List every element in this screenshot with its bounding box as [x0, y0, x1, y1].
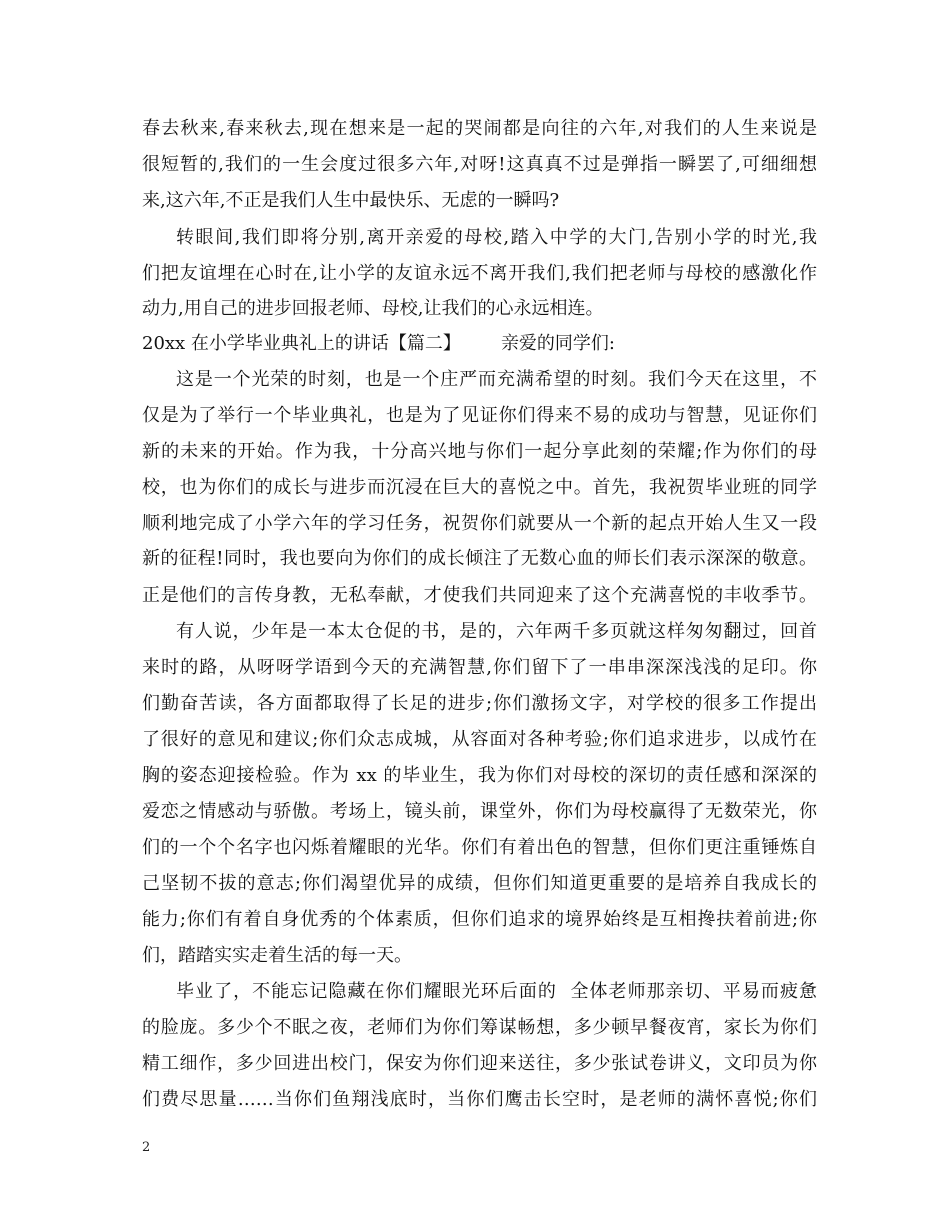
text-line: 们，踏踏实实走着生活的每一天。 [142, 945, 412, 966]
text-line: 来时的路，从呀呀学语到今天的充满智慧,你们留下了一串串深深浅浅的足印。你 [142, 657, 817, 678]
text-line: 转眼间,我们即将分别,离开亲爱的母校,踏入中学的大门,告别小学的时光,我 [176, 227, 817, 248]
text-line: 了很好的意见和建议;你们众志成城，从容面对各种考验;你们追求进步，以成竹在 [142, 729, 817, 750]
text-line: 顺利地完成了小学六年的学习任务，祝贺你们就要从一个新的起点开始人生又一段 [142, 513, 817, 534]
text-line: 爱恋之情感动与骄傲。考场上，镜头前，课堂外，你们为母校赢得了无数荣光，你 [142, 801, 817, 822]
text-line: 精工细作，多少回进出校门，保安为你们迎来送往，多少张试卷讲义，文印员为你 [142, 1053, 817, 1074]
text-line: 们勤奋苦读，各方面都取得了长足的进步;你们激扬文字，对学校的很多工作提出 [142, 693, 817, 714]
text-line: 正是他们的言传身教，无私奉献，才使我们共同迎来了这个充满喜悦的丰收季节。 [142, 585, 817, 606]
text-line: 们的一个个名字也闪烁着耀眼的光华。你们有着出色的智慧，但你们更注重锤炼自 [142, 837, 817, 858]
text-line: 春去秋来,春来秋去,现在想来是一起的哭闹都是向往的六年,对我们的人生来说是 [142, 118, 817, 139]
text-line: 毕业了，不能忘记隐藏在你们耀眼光环后面的 全体老师那亲切、平易而疲惫 [176, 981, 817, 1002]
text-line: 校，也为你们的成长与进步而沉浸在巨大的喜悦之中。首先，我祝贺毕业班的同学 [142, 477, 817, 498]
text-line: 能力;你们有着自身优秀的个体素质，但你们追求的境界始终是互相搀扶着前进;你 [142, 909, 817, 930]
text-line: 这是一个光荣的时刻，也是一个庄严而充满希望的时刻。我们今天在这里，不 [176, 369, 817, 390]
text-line: 动力,用自己的进步回报老师、母校,让我们的心永远相连。 [142, 298, 604, 319]
text-line: 很短暂的,我们的一生会度过很多六年,对呀!这真真不过是弹指一瞬罢了,可细细想 [142, 154, 817, 175]
text-line: 仅是为了举行一个毕业典礼，也是为了见证你们得来不易的成功与智慧，见证你们 [142, 405, 817, 426]
text-line: 的脸庞。多少个不眠之夜，老师们为你们筹谋畅想，多少顿早餐夜宵，家长为你们 [142, 1017, 817, 1038]
text-line: 新的征程!同时，我也要向为你们的成长倾注了无数心血的师长们表示深深的敬意。 [142, 548, 817, 569]
text-line: 胸的姿态迎接检验。作为 xx 的毕业生，我为你们对母校的深切的责任感和深深的 [142, 765, 817, 786]
text-line: 己坚韧不拔的意志;你们渴望优异的成绩，但你们知道更重要的是培养自我成长的 [142, 873, 817, 894]
section-heading [142, 335, 817, 353]
text-line: 们把友谊埋在心时在,让小学的友谊永远不离开我们,我们把老师与母校的感激化作 [142, 263, 817, 284]
page-number: 2 [142, 1140, 151, 1155]
text-line: 新的未来的开始。作为我，十分高兴地与你们一起分享此刻的荣耀;作为你们的母 [142, 441, 817, 462]
text-line: 来,这六年,不正是我们人生中最快乐、无虑的一瞬吗? [142, 190, 560, 211]
text-line: 有人说，少年是一本太仓促的书，是的，六年两千多页就这样匆匆翻过，回首 [176, 621, 817, 642]
greeting: 亲爱的同学们: [500, 333, 616, 354]
section-title: 20xx 在小学毕业典礼上的讲话【篇二】 [142, 333, 461, 354]
text-line: 们费尽思量……当你们鱼翔浅底时，当你们鹰击长空时，是老师的满怀喜悦;你们 [142, 1089, 817, 1110]
